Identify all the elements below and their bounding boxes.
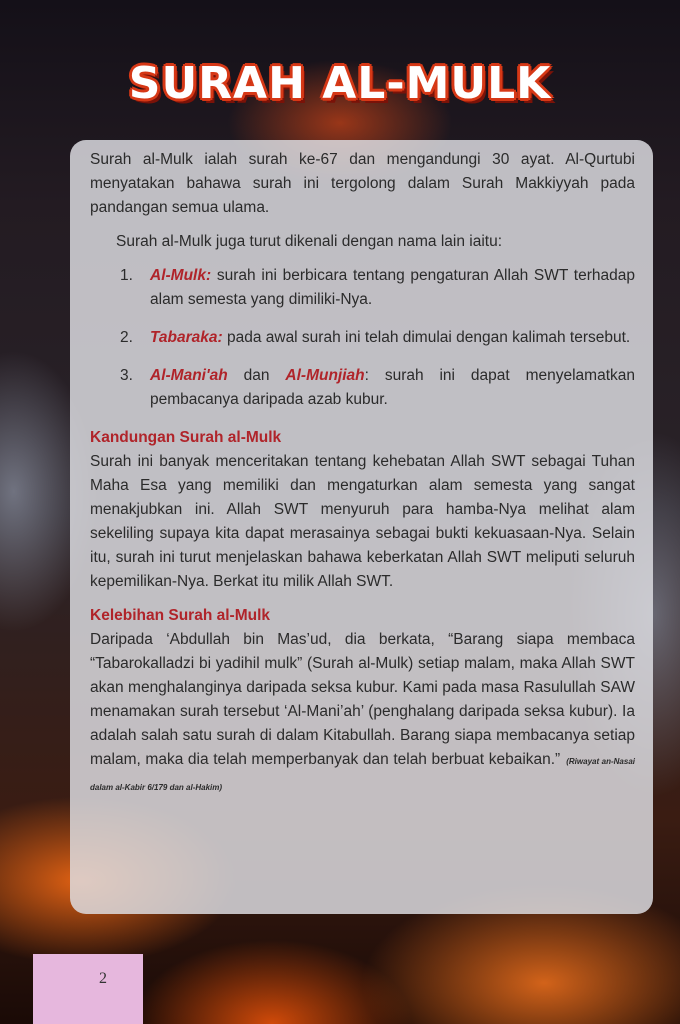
- list-item-number: 3.: [120, 367, 133, 384]
- also-known-paragraph: Surah al-Mulk juga turut dikenali dengan nama lain iaitu:: [116, 233, 503, 250]
- section-heading-content: Kandungan Surah al-Mulk: [90, 429, 282, 446]
- name-description: surah ini berbicara tentang pengaturan Allah SWT terhadap alam semesta yang dimiliki-Nya.: [150, 267, 635, 308]
- list-item: [120, 264, 635, 312]
- name-term: Al-Mani'ah: [150, 367, 228, 384]
- list-item-number: 1.: [120, 267, 133, 284]
- section-virtues-paragraph: [90, 628, 635, 800]
- name-term: Al-Mulk:: [150, 267, 212, 284]
- intro-paragraph: Surah al-Mulk ialah surah ke-67 dan mengandungi 30 ayat. Al-Qurtubi menyatakan bahawa surah ini tergolong dalam Surah Makkiyyah pada pandangan semua ulama.: [90, 151, 635, 216]
- list-item: [120, 364, 635, 412]
- page-number: 2: [99, 970, 107, 987]
- hadith-source: (Riwayat an-Nasai dalam al-Kabir 6/179 dan al-Hakim): [90, 757, 635, 792]
- name-description: : surah ini dapat menyelamatkan pembacanya daripada azab kubur.: [150, 367, 635, 408]
- name-term: Tabaraka:: [150, 329, 223, 346]
- name-connector: dan: [227, 367, 286, 384]
- list-item-number: 2.: [120, 329, 133, 346]
- list-item-body: [150, 326, 635, 350]
- list-item: [120, 326, 635, 350]
- section-heading-virtues: Kelebihan Surah al-Mulk: [90, 607, 271, 624]
- hadith-text: Daripada ‘Abdullah bin Mas’ud, dia berkata, “Barang siapa membaca “Tabarokalladzi bi yadihil mulk” (Surah al-Mulk) setiap malam, maka Allah SWT akan menghalanginya daripada seksa kubur. Kami pada masa Rasulullah SAW menamakan surah tersebut ‘Al-Mani’ah’ (penghalang daripada seksa kubur). Ia adalah salah satu surah di dalam Kitabullah. Barang siapa membacanya setiap malam, maka dia telah memperbanyak dan telah berbuat kebaikan.”: [90, 631, 635, 768]
- list-item-body: [150, 364, 635, 412]
- page-title: SURAH AL-MULK: [128, 58, 552, 109]
- section-content-paragraph: Surah ini banyak menceritakan tentang kehebatan Allah SWT sebagai Tuhan Maha Esa yang memiliki dan mengaturkan alam semesta yang sangat menakjubkan ini. Allah SWT menyuruh para hamba-Nya melihat alam sekeliling supaya kita dapat merasainya sebagai bukti kekuasaan-Nya. Selain itu, surah ini turut menjelaskan bahawa keberkatan Allah SWT meliputi seluruh kepemilikan-Nya. Berkat itu milik Allah SWT.: [90, 453, 635, 590]
- list-item-body: [150, 264, 635, 312]
- name-description: pada awal surah ini telah dimulai dengan kalimah tersebut.: [222, 329, 631, 346]
- name-term-2: Al-Munjiah: [285, 367, 365, 384]
- page-number-tab: [33, 954, 143, 1024]
- content-panel: [70, 140, 653, 914]
